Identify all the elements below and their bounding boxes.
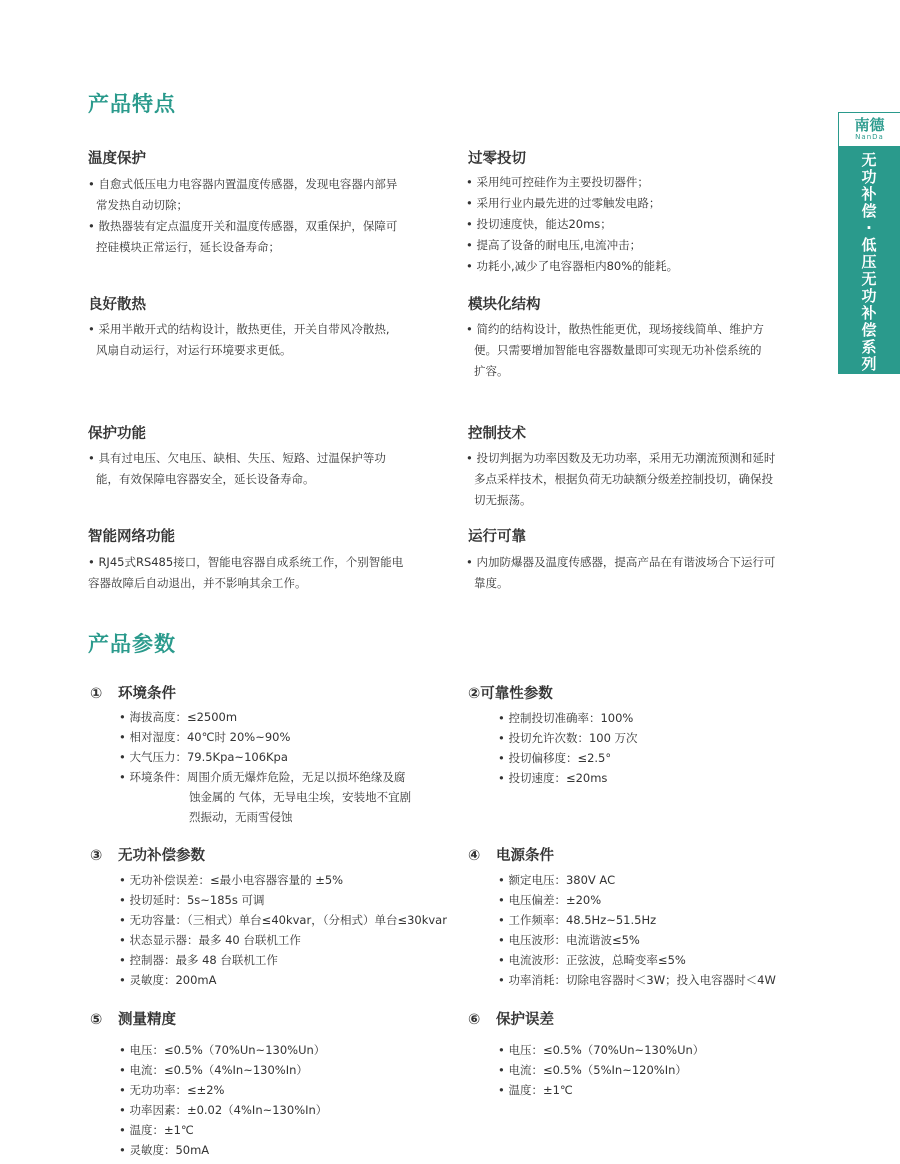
param-line: • 功率因素：±0.02（4%In~130%In） [119,1103,328,1117]
group-title-text: 环境条件 [118,686,176,702]
param-line: • 电压偏差：±20% [498,893,602,907]
vertical-title-char: 功 [861,168,877,186]
vertical-title-char: 压 [861,253,877,271]
param-line: • 电压：≤0.5%（70%Un~130%Un） [498,1043,705,1057]
param-group-title [90,682,176,703]
feature-title: 过零投切 [468,151,526,167]
desc-line: 便。只需要增加智能电容器数量即可实现无功补偿系统的 [474,343,762,357]
group-number: ⑥ [468,1012,481,1028]
desc-line: • 采用纯可控硅作为主要投切器件； [466,175,649,189]
param-line: • 电压：≤0.5%（70%Un~130%Un） [119,1043,326,1057]
feature-title: 保护功能 [88,426,146,442]
param-list [119,870,447,990]
param-line: • 电流：≤0.5%（5%In~120%In） [498,1063,687,1077]
desc-line: • 具有过电压、欠电压、缺相、失压、短路、过温保护等功 [88,451,386,465]
desc-line: • 自愈式低压电力电容器内置温度传感器，发现电容器内部异 [88,177,398,191]
param-line: • 工作频率：48.5Hz~51.5Hz [498,913,657,927]
desc-line: 常发热自动切除； [96,198,188,212]
desc-line: • RJ45式RS485接口，智能电容器自成系统工作，个别智能电 [88,555,404,569]
vertical-title-char: 系 [861,338,877,356]
feature-title: 温度保护 [88,151,146,167]
param-line: • 投切允许次数：100 万次 [498,731,638,745]
param-line: • 投切速度：≤20ms [498,771,608,785]
param-list [498,870,776,990]
desc-line: • 简约的结构设计，散热性能更优，现场接线简单、维护方 [466,322,764,336]
group-title-text: 保护误差 [496,1012,554,1028]
vertical-title-char: 补 [861,304,877,322]
group-title-text: 电源条件 [496,848,554,864]
vertical-title-char: 功 [861,287,877,305]
param-line: 烈振动，无雨雪侵蚀 [189,810,293,824]
param-line: • 电压波形：电流谐波≤5% [498,933,640,947]
features-heading: 产品特点 [88,92,176,116]
param-group-title [468,682,553,703]
feature-desc [88,552,403,594]
desc-line: 切无振荡。 [474,493,532,507]
desc-line: 靠度。 [474,576,509,590]
feature-desc [466,552,775,594]
param-line: • 电流：≤0.5%（4%In~130%In） [119,1063,308,1077]
vertical-title-char: · [866,219,872,237]
feature-desc [466,172,678,277]
desc-line: • 功耗小,减少了电容器柜内80%的能耗。 [466,259,679,273]
desc-line: • 提高了设备的耐电压,电流冲击； [466,238,642,252]
group-title-text: 测量精度 [118,1012,176,1028]
feature-title: 智能网络功能 [88,529,175,545]
feature-title: 运行可靠 [468,529,526,545]
desc-line: • 投切速度快，能达20ms； [466,217,612,231]
vertical-title-char: 列 [861,355,877,373]
desc-line: 多点采样技术，根据负荷无功缺额分级差控制投切，确保投 [474,472,773,486]
param-line: • 电流波形：正弦波，总畸变率≤5% [498,953,686,967]
param-line: • 海拔高度：≤2500m [119,710,238,724]
param-line: • 控制器：最多 48 台联机工作 [119,953,278,967]
param-line: • 投切偏移度：≤2.5° [498,751,612,765]
feature-title: 良好散热 [88,297,146,313]
param-line: • 灵敏度：50mA [119,1143,210,1157]
param-line: • 大气压力：79.5Kpa~106Kpa [119,750,288,764]
param-line: • 功率消耗：切除电容器时＜3W；投入电容器时＜4W [498,973,776,987]
feature-desc [466,448,775,511]
vertical-title-char: 偿 [861,321,877,339]
group-title-text: 可靠性参数 [480,686,553,702]
brand-name-cn: 南德 [854,116,885,134]
group-number: ⑤ [90,1012,103,1028]
params-heading: 产品参数 [88,632,176,656]
vertical-title-char: 偿 [861,202,877,220]
feature-desc [466,319,764,382]
series-vertical-tab [838,146,900,374]
desc-line: 风扇自动运行，对运行环境要求更低。 [96,343,292,357]
desc-line: • 投切判据为功率因数及无功功率，采用无功潮流预测和延时 [466,451,776,465]
desc-line: • 采用行业内最先进的过零触发电路； [466,196,661,210]
brand-name-en: NanDa [855,133,884,141]
desc-line: 容器故障后自动退出，并不影响其余工作。 [88,576,307,590]
feature-desc [88,319,390,361]
param-group-title [468,844,554,865]
param-group-title [90,1008,176,1029]
feature-title: 模块化结构 [468,297,541,313]
vertical-title-char: 补 [861,185,877,203]
param-line: • 投切延时：5s~185s 可调 [119,893,265,907]
group-number: ④ [468,848,481,864]
param-line: • 温度：±1℃ [119,1123,194,1137]
feature-desc [88,448,386,490]
param-group-title [468,1008,554,1029]
param-line: • 额定电压：380V AC [498,873,616,887]
param-line: 蚀金属的 气体，无导电尘埃，安装地不宜剧 [189,790,412,804]
param-line: • 环境条件：周围介质无爆炸危险，无足以损坏绝缘及腐 [119,770,406,784]
vertical-title-char: 低 [861,236,877,254]
desc-line: 扩容。 [474,364,509,378]
group-title-text: 无功补偿参数 [118,848,205,864]
group-number: ② [468,686,481,702]
param-list [119,1040,327,1160]
vertical-title-char: 无 [861,270,877,288]
param-line: • 相对湿度：40℃时 20%~90% [119,730,291,744]
param-list [498,1040,704,1100]
vertical-title-char: 无 [861,151,877,169]
param-group-title [90,844,205,865]
param-line: • 灵敏度：200mA [119,973,217,987]
desc-line: 控硅模块正常运行，延长设备寿命； [96,240,280,254]
param-line: • 无功补偿误差：≤最小电容器容量的 ±5% [119,873,344,887]
param-line: • 无功容量：（三相式）单台≤40kvar，（分相式）单台≤30kvar [119,913,447,927]
desc-line: • 内加防爆器及温度传感器，提高产品在有谐波场合下运行可 [466,555,776,569]
desc-line: 能，有效保障电容器安全，延长设备寿命。 [96,472,315,486]
brand-logo [838,112,900,146]
param-line: • 温度：±1℃ [498,1083,573,1097]
group-number: ① [90,686,103,702]
feature-desc [88,174,397,258]
param-line: • 无功功率：≤±2% [119,1083,225,1097]
param-list [498,708,638,788]
param-list [119,707,411,827]
feature-title: 控制技术 [468,426,526,442]
param-line: • 控制投切准确率：100% [498,711,634,725]
desc-line: • 采用半敞开式的结构设计，散热更佳，开关自带风冷散热, [88,322,390,336]
param-line: • 状态显示器：最多 40 台联机工作 [119,933,301,947]
group-number: ③ [90,848,103,864]
desc-line: • 散热器装有定点温度开关和温度传感器，双重保护，保障可 [88,219,398,233]
